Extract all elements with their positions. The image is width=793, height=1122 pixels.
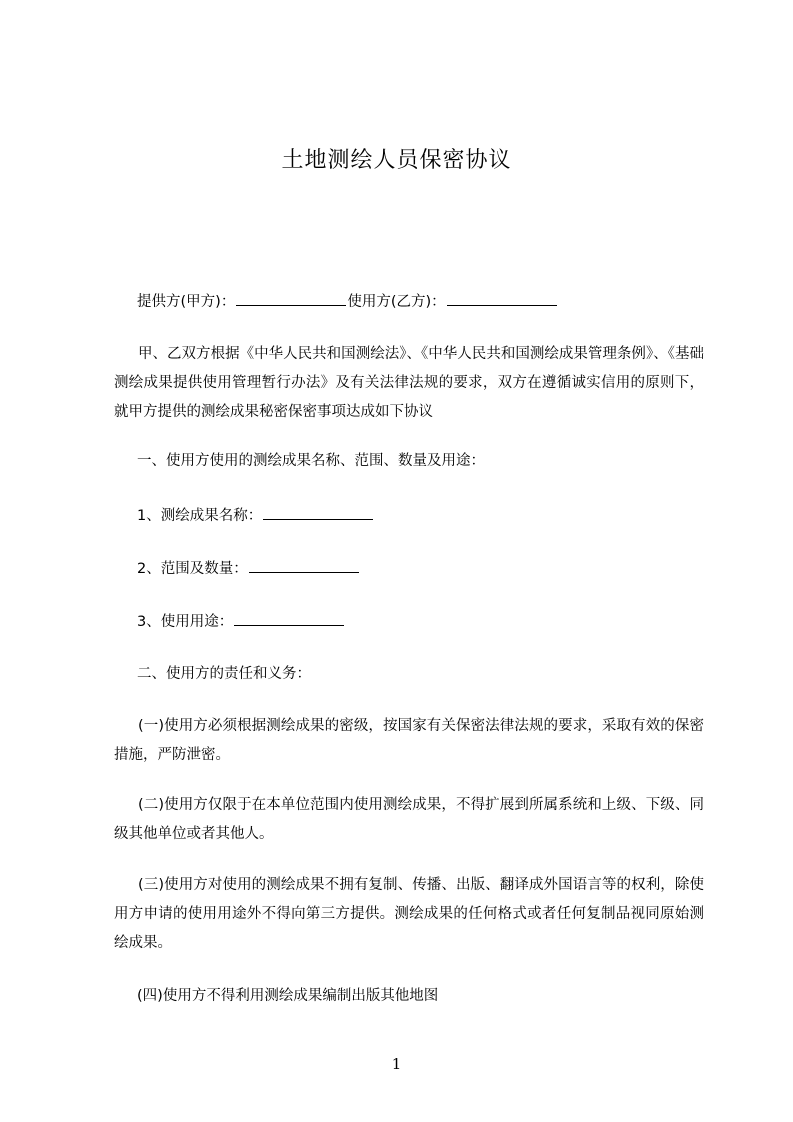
document-title: 土地测绘人员保密协议: [281, 148, 512, 173]
item2-blank: [249, 558, 359, 573]
item3-label: 3、使用用途：: [137, 614, 234, 630]
clause1-text: (一)使用方必须根据测绘成果的密级，按国家有关保密法律法规的要求，采取有效的保密措施，严防泄密。: [114, 718, 704, 763]
clause2-paragraph: [114, 791, 704, 849]
section1-heading: 一、使用方使用的测绘成果名称、范围、数量及用途：: [137, 453, 485, 469]
user-label: 使用方(乙方)：: [347, 294, 446, 310]
clause1-paragraph: [114, 712, 704, 770]
clause2-text: (二)使用方仅限于在本单位范围内使用测绘成果，不得扩展到所属系统和上级、下级、同级其他单位或者其他人。: [114, 797, 704, 842]
provider-blank: [236, 291, 346, 306]
item3-line: [137, 611, 345, 632]
item1-label: 1、测绘成果名称：: [137, 508, 263, 524]
clause3-paragraph: [114, 871, 704, 958]
page-number: 1: [391, 1055, 402, 1073]
parties-line: [137, 291, 558, 312]
item3-blank: [234, 611, 344, 626]
item1-blank: [263, 505, 373, 520]
preamble-text: 甲、乙双方根据《中华人民共和国测绘法》、《中华人民共和国测绘成果管理条例》、《基础测绘成果提供使用管理暂行办法》及有关法律法规的要求，双方在遵循诚实信用的原则下，就甲方提供的测绘成果秘密保密事项达成如下协议: [114, 346, 704, 420]
provider-label: 提供方(甲方)：: [137, 294, 236, 310]
item2-label: 2、范围及数量：: [137, 561, 248, 577]
item1-line: [137, 505, 374, 526]
user-blank: [447, 291, 557, 306]
item2-line: [137, 558, 360, 579]
preamble-paragraph: [114, 340, 704, 427]
clause3-text: (三)使用方对使用的测绘成果不拥有复制、传播、出版、翻译成外国语言等的权利，除使用方申请的使用用途外不得向第三方提供。测绘成果的任何格式或者任何复制品视同原始测绘成果。: [114, 877, 704, 951]
section2-heading: 二、使用方的责任和义务：: [137, 666, 311, 682]
clause4-line: (四)使用方不得利用测绘成果编制出版其他地图: [137, 988, 439, 1004]
